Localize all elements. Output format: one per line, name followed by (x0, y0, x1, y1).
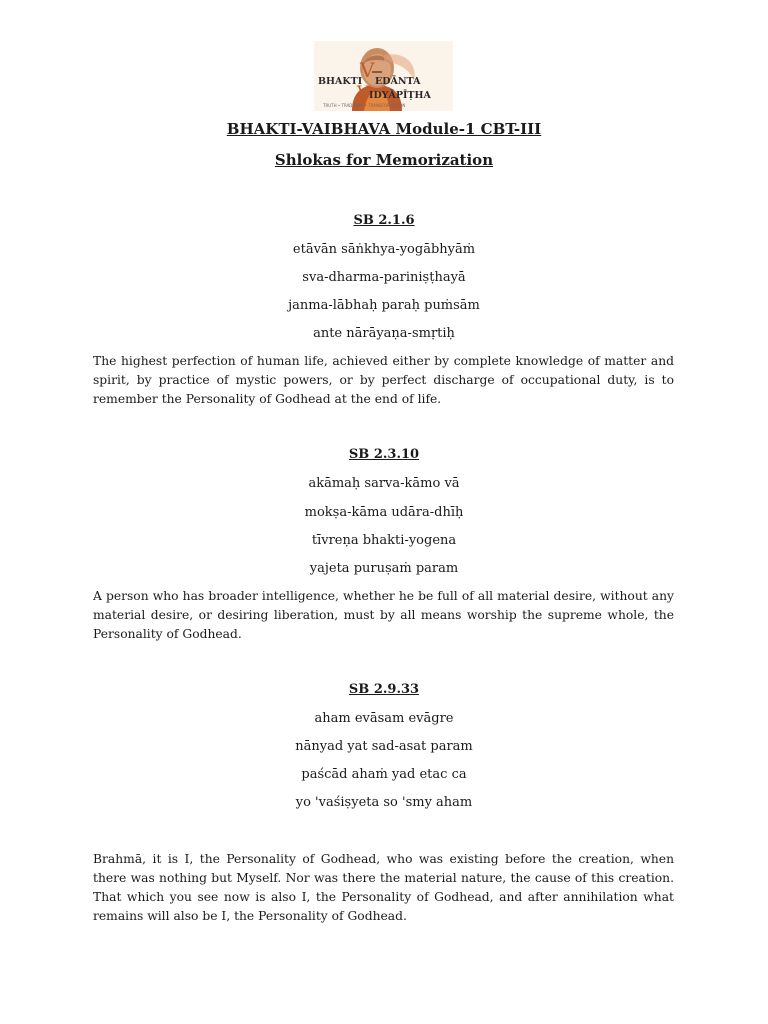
document-title: BHAKTI-VAIBHAVA Module-1 CBT-III (226, 120, 542, 138)
section-2-reference: SB 2.3.10 (348, 447, 420, 462)
svg-text:BHAKTI: BHAKTI (318, 76, 363, 87)
section-1-verse-line-3: janma-lābhaḥ paraḥ puṁsām (288, 298, 480, 313)
section-3-verse-line-3: paścād ahaṁ yad etac ca (301, 767, 467, 782)
document-subtitle: Shlokas for Memorization (274, 151, 494, 169)
svg-text:TRUTH • TRADITION • TRANSFORMA: TRUTH • TRADITION • TRANSFORMATION (323, 103, 406, 108)
logo-graphic (314, 41, 453, 111)
section-2-verse-line-3: tīvreṇa bhakti-yogena (311, 533, 457, 548)
bhakti-vedanta-vidyapitha-logo (314, 41, 453, 111)
svg-text:EDĀNTA: EDĀNTA (375, 76, 421, 87)
section-3-reference: SB 2.9.33 (348, 682, 420, 697)
section-2-verse-line-2: mokṣa-kāma udāra-dhīḥ (304, 505, 464, 520)
section-1-verse-line-2: sva-dharma-pariniṣṭhayā (302, 270, 466, 285)
section-2-verse-line-1: akāmaḥ sarva-kāmo vā (308, 476, 460, 491)
section-1-translation: The highest perfection of human life, achieved either by complete knowledge of matter and spirit, by practice of mystic powers, or by perfect discharge of occupational duty, is to remember the Personality of Godhead at the end of life. (93, 354, 674, 406)
svg-text:V: V (357, 83, 370, 103)
section-3-verse-line-1: aham evāsam evāgre (314, 711, 454, 726)
section-3-verse-line-2: nānyad yat sad-asat param (295, 739, 473, 754)
section-2-translation: A person who has broader intelligence, whether he be full of all material desire, without any material desire, or desiring liberation, must by all means worship the supreme whole, the Personality of Godhead. (93, 589, 674, 641)
svg-text:IDYĀPĪṬHA: IDYĀPĪṬHA (369, 90, 431, 101)
section-3-verse-line-4: yo 'vaśiṣyeta so 'smy aham (295, 795, 473, 810)
section-3-translation: Brahmā, it is I, the Personality of Godhead, who was existing before the creation, when there was nothing but Myself. Nor was there the material nature, the cause of this creation. That which you see now is also I, the Personality of Godhead, and after annihilation what remains will also be I, the Personality of Godhead. (93, 852, 674, 923)
section-1-verse-line-1: etāvān sāṅkhya-yogābhyāṁ (292, 242, 476, 257)
section-1-verse-line-4: ante nārāyaṇa-smṛtiḥ (313, 326, 455, 341)
section-1-reference: SB 2.1.6 (353, 213, 415, 228)
svg-text:V: V (360, 58, 375, 82)
section-2-verse-line-4: yajeta puruṣaṁ param (309, 561, 459, 576)
